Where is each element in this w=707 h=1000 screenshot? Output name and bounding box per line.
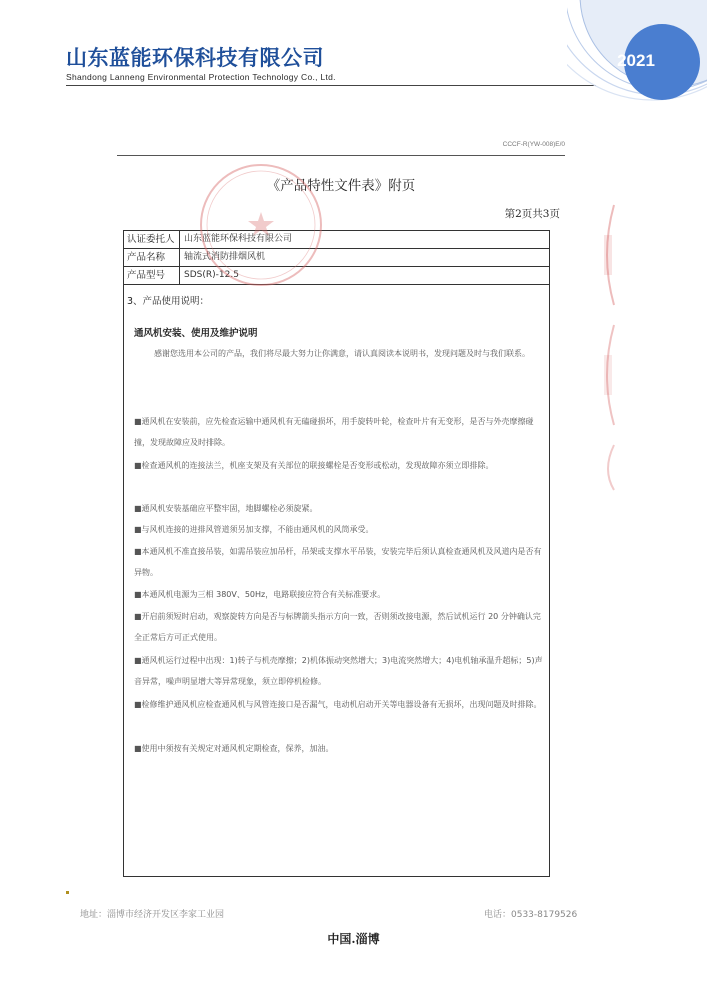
table-row bbox=[124, 267, 549, 285]
table-label: 产品型号 bbox=[124, 267, 180, 284]
company-name-cn: 山东蓝能环保科技有限公司 bbox=[66, 46, 324, 70]
manual-item: ■本通风机电源为三相 380V、50Hz，电路联接应符合有关标准要求。 bbox=[134, 590, 386, 599]
manual-item: ■通风机安装基础应平整牢固，地脚螺栓必须旋紧。 bbox=[134, 504, 318, 513]
manual-item: ■使用中须按有关规定对通风机定期检查，保养，加油。 bbox=[134, 744, 334, 753]
document-code: CCCF-R(YW-008)E/0 bbox=[502, 141, 565, 148]
table-label: 产品名称 bbox=[124, 249, 180, 266]
manual-item: ■本通风机不准直接吊装，如需吊装应加吊杆，吊架或支撑水平吊装，安装完毕后须认真检查通风机及风道内是否有异物。 bbox=[134, 547, 542, 577]
footer-city: 中国.淄博 bbox=[327, 932, 380, 946]
manual-title: 通风机安装、使用及维护说明 bbox=[134, 328, 258, 339]
table-value: 山东蓝能环保科技有限公司 bbox=[184, 234, 293, 244]
seam-seal-stamp bbox=[598, 195, 616, 495]
product-info-table bbox=[123, 230, 550, 877]
header-divider bbox=[66, 85, 596, 86]
table-value: SDS(R)-12.5 bbox=[184, 270, 239, 280]
table-label: 认证委托人 bbox=[124, 231, 180, 248]
manual-item: ■通风机运行过程中出现：1)转子与机壳摩擦；2)机体振动突然增大；3)电流突然增大；4)电机轴承温升超标；5)声音异常，噪声明显增大等异常现象，须立即停机检修。 bbox=[134, 656, 543, 686]
manual-item: ■检修维护通风机应检查通风机与风管连接口是否漏气，电动机启动开关等电器设备有无损坏，出现问题及时排除。 bbox=[134, 700, 542, 709]
footer-dot bbox=[66, 891, 69, 894]
document-top-rule bbox=[117, 155, 565, 156]
company-name-en: Shandong Lanneng Environmental Protection Technology Co., Ltd. bbox=[66, 72, 336, 82]
usage-heading: 3、产品使用说明： bbox=[127, 296, 210, 307]
footer-phone: 电话：0533-8179526 bbox=[484, 910, 578, 920]
company-seal-stamp bbox=[196, 160, 326, 290]
year-badge-text: 2021 bbox=[617, 51, 655, 70]
manual-item: ■开启前须短时启动，观察旋转方向是否与标牌箭头指示方向一致，否则须改接电源，然后试机运行 20 分钟确认完全正常后方可正式使用。 bbox=[134, 612, 541, 642]
table-row bbox=[124, 249, 549, 267]
page-indicator: 第2页共3页 bbox=[504, 208, 560, 220]
document-title: 《产品特性文件表》附页 bbox=[266, 178, 416, 194]
table-row bbox=[124, 231, 549, 249]
table-value: 轴流式消防排烟风机 bbox=[184, 252, 266, 262]
manual-item: ■通风机在安装前，应先检查运输中通风机有无磕碰损坏，用手旋转叶轮，检查叶片有无变形，是否与外壳摩擦碰撞，发现故障应及时排除。 bbox=[134, 417, 534, 447]
manual-intro: 感谢您选用本公司的产品，我们将尽最大努力让你满意，请认真阅读本说明书，发现问题及时与我们联系。 bbox=[154, 349, 530, 358]
footer-address: 地址：淄博市经济开发区李家工业园 bbox=[80, 910, 225, 920]
manual-item: ■与风机连接的进排风管道须另加支撑，不能由通风机的风筒承受。 bbox=[134, 525, 374, 534]
manual-item: ■检查通风机的连接法兰，机座支架及有关部位的联接螺栓是否变形或松动，发现故障亦须立即排除。 bbox=[134, 461, 494, 470]
